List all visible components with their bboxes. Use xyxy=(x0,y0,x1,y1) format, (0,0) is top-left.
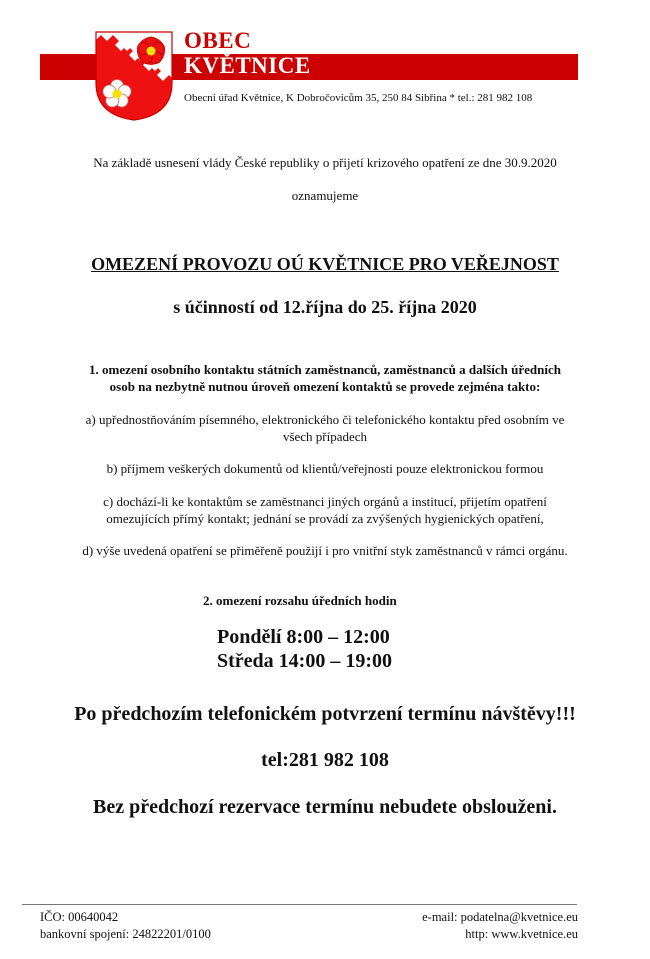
footer-web[interactable]: http: www.kvetnice.eu xyxy=(465,927,578,941)
section1-heading-line1: 1. omezení osobního kontaktu státních zaměstnanců, zaměstnanců a dalších úředních xyxy=(88,362,562,377)
footer-divider xyxy=(22,904,577,905)
section1-item-b: b) příjmem veškerých dokumentů od klientů/veřejnosti pouze elektronickou formou xyxy=(106,461,544,476)
section1-item-a-line2: všech případech xyxy=(282,429,368,444)
brand-name-line2: KVĚTNICE xyxy=(184,53,311,78)
section1-item-c-line2: omezujících přímý kontakt; jednání se provádí za zvýšených hygienických opatření, xyxy=(106,511,544,526)
intro-line: Na základě usnesení vlády České republiky o přijetí krizového opatření ze dne 30.9.2020 xyxy=(93,155,557,170)
footer-bank: bankovní spojení: 24822201/0100 xyxy=(40,927,211,941)
notice-phone: tel:281 982 108 xyxy=(261,749,389,771)
office-hours-monday: Pondělí 8:00 – 12:00 xyxy=(217,626,390,648)
notice-reservation: Bez předchozí rezervace termínu nebudete obslouženi. xyxy=(93,796,557,818)
announce-text: oznamujeme xyxy=(291,188,359,203)
section1-item-d: d) výše uvedená opatření se přiměřeně použijí i pro vnitřní styk zaměstnanců v rámci orgánu. xyxy=(82,543,568,558)
notice-appointment: Po předchozím telefonickém potvrzení termínu návštěvy!!! xyxy=(74,703,576,725)
page-title: OMEZENÍ PROVOZU OÚ KVĚTNICE PRO VEŘEJNOST xyxy=(91,254,559,274)
office-hours-wednesday: Středa 14:00 – 19:00 xyxy=(217,650,392,672)
footer-email[interactable]: e-mail: podatelna@kvetnice.eu xyxy=(422,910,578,924)
section1-item-c-line1: c) dochází-li ke kontaktům se zaměstnanci jiných orgánů a institucí, přijetím opatření xyxy=(103,494,547,509)
section1-heading-line2: osob na nezbytně nutnou úroveň omezení kontaktů se provede zejména takto: xyxy=(109,379,541,394)
section2-heading: 2. omezení rozsahu úředních hodin xyxy=(203,593,397,608)
section1-item-a-line1: a) upřednostňováním písemného, elektronického či telefonického kontaktu před osobním ve xyxy=(85,412,565,427)
footer-ico: IČO: 00640042 xyxy=(40,910,119,924)
page-subtitle: s účinností od 12.října do 25. října 2020 xyxy=(173,297,477,317)
office-address: Obecní úřad Květnice, K Dobročovicům 35, 250 84 Sibřina * tel.: 281 982 108 xyxy=(184,92,533,104)
brand-name-line1: OBEC xyxy=(184,28,252,53)
coat-of-arms-icon xyxy=(95,31,173,121)
